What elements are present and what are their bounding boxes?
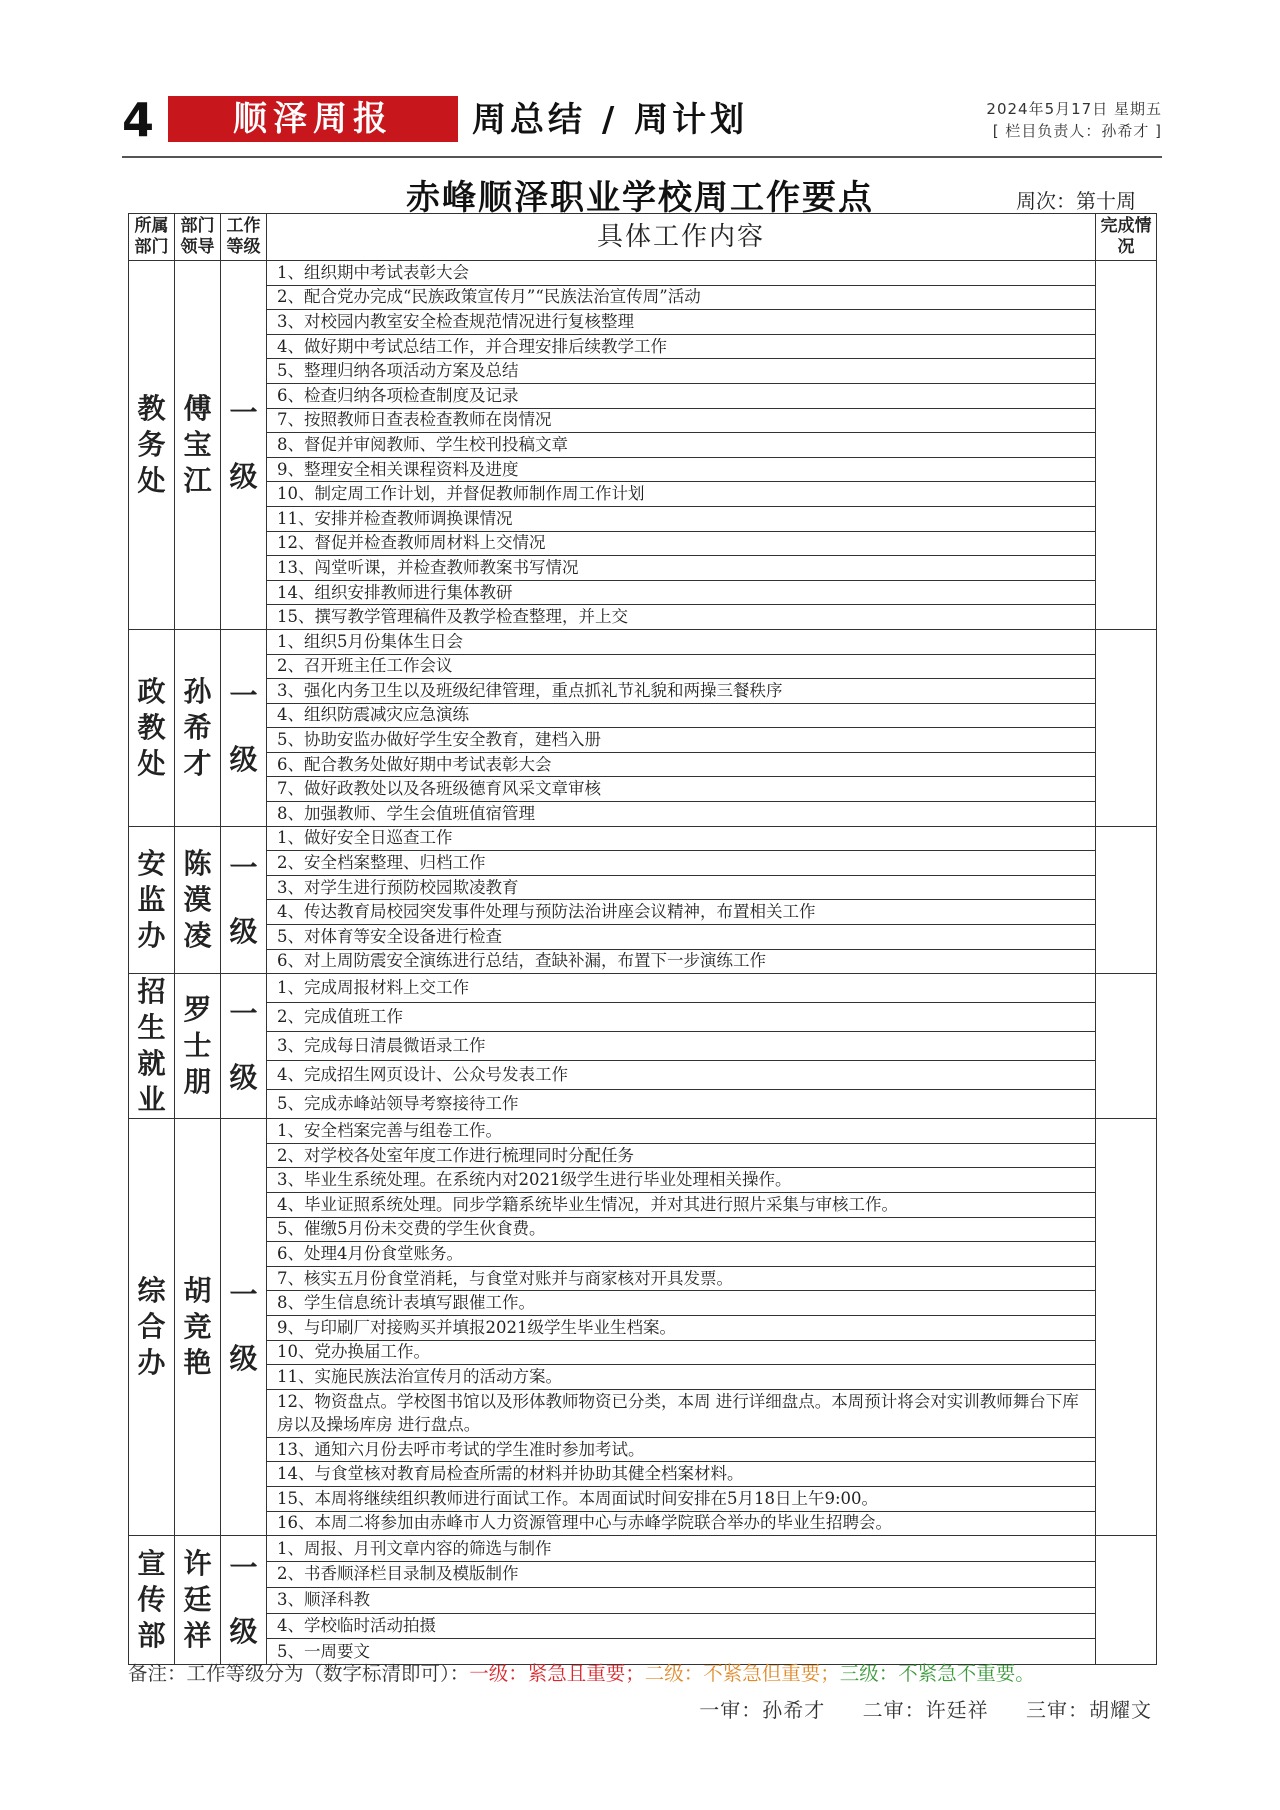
work-item: 3、毕业生系统处理。在系统内对2021级学生进行毕业处理相关操作。 bbox=[267, 1168, 1096, 1193]
table-body bbox=[129, 261, 1157, 1665]
work-item: 10、党办换届工作。 bbox=[267, 1340, 1096, 1365]
completion-status-cell[interactable] bbox=[1096, 629, 1157, 826]
table-row bbox=[129, 752, 1157, 777]
page-number: 4 bbox=[122, 93, 155, 147]
review-signatures bbox=[673, 1694, 1152, 1723]
week-number: 周次：第十周 bbox=[1016, 189, 1136, 213]
work-level: 一 级 bbox=[221, 826, 267, 974]
work-item: 9、整理安全相关课程资料及进度 bbox=[267, 457, 1096, 482]
table-row bbox=[129, 1340, 1157, 1365]
table-row bbox=[129, 1536, 1157, 1562]
work-item: 6、检查归纳各项检查制度及记录 bbox=[267, 383, 1096, 408]
table-row bbox=[129, 654, 1157, 679]
table-row bbox=[129, 482, 1157, 507]
work-item: 1、周报、月刊文章内容的筛选与制作 bbox=[267, 1536, 1096, 1562]
table-row bbox=[129, 506, 1157, 531]
completion-status-cell[interactable] bbox=[1096, 1536, 1157, 1665]
masthead bbox=[122, 92, 1162, 148]
table-row bbox=[129, 949, 1157, 974]
table-row bbox=[129, 851, 1157, 876]
work-item: 3、对学生进行预防校园欺凌教育 bbox=[267, 875, 1096, 900]
level-note bbox=[128, 1658, 1035, 1686]
header-level: 工作等级 bbox=[221, 214, 267, 261]
table-row bbox=[129, 1242, 1157, 1267]
table-row bbox=[129, 1561, 1157, 1587]
work-item: 1、安全档案完善与组卷工作。 bbox=[267, 1119, 1096, 1144]
table-row bbox=[129, 1511, 1157, 1536]
work-item: 11、实施民族法治宣传月的活动方案。 bbox=[267, 1365, 1096, 1390]
level-1-legend: 一级：紧急且重要； bbox=[469, 1662, 645, 1685]
table-row bbox=[129, 1032, 1157, 1061]
work-item: 12、物资盘点。学校图书馆以及形体教师物资已分类，本周 进行详细盘点。本周预计将会对实训教师舞台下库房以及操场库房 进行盘点。 bbox=[267, 1389, 1096, 1437]
table-row bbox=[129, 580, 1157, 605]
work-level: 一 级 bbox=[221, 629, 267, 826]
work-item: 2、安全档案整理、归档工作 bbox=[267, 851, 1096, 876]
work-item: 2、对学校各处室年度工作进行梳理同时分配任务 bbox=[267, 1143, 1096, 1168]
table-row bbox=[129, 1266, 1157, 1291]
table-row bbox=[129, 1168, 1157, 1193]
level-2-legend: 二级：不紧急但重要； bbox=[644, 1662, 840, 1685]
level-3-legend: 三级：不紧急不重要。 bbox=[839, 1662, 1035, 1685]
completion-status-cell[interactable] bbox=[1096, 974, 1157, 1119]
work-item: 6、处理4月份食堂账务。 bbox=[267, 1242, 1096, 1267]
department-leader: 许 廷 祥 bbox=[175, 1536, 221, 1665]
table-row bbox=[129, 728, 1157, 753]
table-row bbox=[129, 383, 1157, 408]
table-row bbox=[129, 1119, 1157, 1144]
work-item: 4、组织防震减灾应急演练 bbox=[267, 703, 1096, 728]
table-row bbox=[129, 703, 1157, 728]
work-item: 6、对上周防震安全演练进行总结，查缺补漏，布置下一步演练工作 bbox=[267, 949, 1096, 974]
header-dept: 所属部门 bbox=[129, 214, 175, 261]
department-name: 教 务 处 bbox=[129, 261, 175, 630]
column-editor: [ 栏目负责人：孙希才 ] bbox=[992, 122, 1162, 140]
work-item: 5、一周要文 bbox=[267, 1639, 1096, 1665]
work-item: 9、与印刷厂对接购买并填报2021级学生毕业生档案。 bbox=[267, 1315, 1096, 1340]
work-item: 1、做好安全日巡查工作 bbox=[267, 826, 1096, 851]
table-row bbox=[129, 900, 1157, 925]
table-row bbox=[129, 1315, 1157, 1340]
table-row bbox=[129, 777, 1157, 802]
work-item: 2、配合党办完成“民族政策宣传月”“民族法治宣传周”活动 bbox=[267, 285, 1096, 310]
work-level: 一 级 bbox=[221, 261, 267, 630]
work-level: 一 级 bbox=[221, 1536, 267, 1665]
work-item: 12、督促并检查教师周材料上交情况 bbox=[267, 531, 1096, 556]
table-row bbox=[129, 1061, 1157, 1090]
work-item: 13、通知六月份去呼市考试的学生准时参加考试。 bbox=[267, 1437, 1096, 1462]
table-row bbox=[129, 556, 1157, 581]
work-item: 15、本周将继续组织教师进行面试工作。本周面试时间安排在5月18日上午9:00。 bbox=[267, 1486, 1096, 1511]
department-leader: 傅 宝 江 bbox=[175, 261, 221, 630]
table-row bbox=[129, 1365, 1157, 1390]
work-item: 4、学校临时活动拍摄 bbox=[267, 1613, 1096, 1639]
table-row bbox=[129, 605, 1157, 630]
table-row bbox=[129, 1003, 1157, 1032]
work-item: 5、协助安监办做好学生安全教育，建档入册 bbox=[267, 728, 1096, 753]
work-item: 8、加强教师、学生会值班值宿管理 bbox=[267, 802, 1096, 827]
department-leader: 孙 希 才 bbox=[175, 629, 221, 826]
table-row bbox=[129, 974, 1157, 1003]
table-row bbox=[129, 1291, 1157, 1316]
work-item: 5、催缴5月份未交费的学生伙食费。 bbox=[267, 1217, 1096, 1242]
table-row bbox=[129, 261, 1157, 286]
work-item: 2、召开班主任工作会议 bbox=[267, 654, 1096, 679]
work-item: 7、核实五月份食堂消耗，与食堂对账并与商家核对开具发票。 bbox=[267, 1266, 1096, 1291]
work-item: 3、完成每日清晨微语录工作 bbox=[267, 1032, 1096, 1061]
table-row bbox=[129, 310, 1157, 335]
table-row bbox=[129, 1389, 1157, 1437]
department-name: 宣 传 部 bbox=[129, 1536, 175, 1665]
work-item: 3、顺泽科教 bbox=[267, 1587, 1096, 1613]
work-item: 13、闯堂听课，并检查教师教案书写情况 bbox=[267, 556, 1096, 581]
department-leader: 陈 漠 凌 bbox=[175, 826, 221, 974]
second-review: 二审：许廷祥 bbox=[862, 1698, 989, 1722]
department-name: 政 教 处 bbox=[129, 629, 175, 826]
section-title: 周总结 / 周计划 bbox=[472, 100, 749, 140]
table-row bbox=[129, 629, 1157, 654]
work-level: 一 级 bbox=[221, 974, 267, 1119]
department-name: 综 合 办 bbox=[129, 1119, 175, 1536]
work-item: 15、撰写教学管理稿件及教学检查整理，并上交 bbox=[267, 605, 1096, 630]
header-divider bbox=[122, 156, 1162, 158]
masthead-meta bbox=[986, 98, 1162, 142]
work-item: 3、强化内务卫生以及班级纪律管理，重点抓礼节礼貌和两操三餐秩序 bbox=[267, 679, 1096, 704]
department-leader: 胡 竞 艳 bbox=[175, 1119, 221, 1536]
third-review: 三审：胡耀文 bbox=[1026, 1698, 1152, 1722]
table-row bbox=[129, 1486, 1157, 1511]
work-item: 3、对校园内教室安全检查规范情况进行复核整理 bbox=[267, 310, 1096, 335]
work-item: 8、督促并审阅教师、学生校刊投稿文章 bbox=[267, 433, 1096, 458]
work-item: 1、组织期中考试表彰大会 bbox=[267, 261, 1096, 286]
first-review: 一审：孙希才 bbox=[699, 1698, 826, 1722]
work-item: 14、与食堂核对教育局检查所需的材料并协助其健全档案材料。 bbox=[267, 1462, 1096, 1487]
table-row bbox=[129, 1217, 1157, 1242]
work-item: 11、安排并检查教师调换课情况 bbox=[267, 506, 1096, 531]
work-level: 一 级 bbox=[221, 1119, 267, 1536]
table-row bbox=[129, 334, 1157, 359]
work-item: 8、学生信息统计表填写跟催工作。 bbox=[267, 1291, 1096, 1316]
table-row bbox=[129, 925, 1157, 950]
work-item: 4、毕业证照系统处理。同步学籍系统毕业生情况，并对其进行照片采集与审核工作。 bbox=[267, 1193, 1096, 1218]
table-row bbox=[129, 679, 1157, 704]
work-item: 2、书香顺泽栏目录制及模版制作 bbox=[267, 1561, 1096, 1587]
work-item: 5、对体育等安全设备进行检查 bbox=[267, 925, 1096, 950]
header-content: 具体工作内容 bbox=[267, 214, 1096, 261]
table-row bbox=[129, 802, 1157, 827]
table-row bbox=[129, 1143, 1157, 1168]
work-item: 4、做好期中考试总结工作，并合理安排后续教学工作 bbox=[267, 334, 1096, 359]
work-item: 5、完成赤峰站领导考察接待工作 bbox=[267, 1090, 1096, 1119]
completion-status-cell[interactable] bbox=[1096, 1119, 1157, 1536]
work-item: 1、完成周报材料上交工作 bbox=[267, 974, 1096, 1003]
table-row bbox=[129, 1437, 1157, 1462]
issue-date: 2024年5月17日 星期五 bbox=[986, 100, 1162, 118]
department-name: 招 生 就 业 bbox=[129, 974, 175, 1119]
work-item: 4、传达教育局校园突发事件处理与预防法治讲座会议精神，布置相关工作 bbox=[267, 900, 1096, 925]
department-name: 安 监 办 bbox=[129, 826, 175, 974]
note-prefix: 备注：工作等级分为（数字标清即可）： bbox=[128, 1662, 470, 1685]
completion-status-cell[interactable] bbox=[1096, 826, 1157, 974]
table-row bbox=[129, 1193, 1157, 1218]
table-row bbox=[129, 1613, 1157, 1639]
work-item: 10、制定周工作计划，并督促教师制作周工作计划 bbox=[267, 482, 1096, 507]
table-row bbox=[129, 408, 1157, 433]
table-row bbox=[129, 826, 1157, 851]
work-item: 4、完成招生网页设计、公众号发表工作 bbox=[267, 1061, 1096, 1090]
table-header-row bbox=[129, 214, 1157, 261]
work-plan-table bbox=[128, 213, 1157, 1665]
work-item: 16、本周二将参加由赤峰市人力资源管理中心与赤峰学院联合举办的毕业生招聘会。 bbox=[267, 1511, 1096, 1536]
document-title: 赤峰顺泽职业学校周工作要点 bbox=[406, 178, 874, 218]
work-item: 14、组织安排教师进行集体教研 bbox=[267, 580, 1096, 605]
table-row bbox=[129, 433, 1157, 458]
work-item: 6、配合教务处做好期中考试表彰大会 bbox=[267, 752, 1096, 777]
table-row bbox=[129, 285, 1157, 310]
completion-status-cell[interactable] bbox=[1096, 261, 1157, 630]
table-row bbox=[129, 457, 1157, 482]
header-status: 完成情况 bbox=[1096, 214, 1157, 261]
work-item: 5、整理归纳各项活动方案及总结 bbox=[267, 359, 1096, 384]
header-leader: 部门领导 bbox=[175, 214, 221, 261]
work-item: 7、做好政教处以及各班级德育风采文章审核 bbox=[267, 777, 1096, 802]
table-row bbox=[129, 359, 1157, 384]
table-row bbox=[129, 1462, 1157, 1487]
table-row bbox=[129, 1090, 1157, 1119]
table-row bbox=[129, 875, 1157, 900]
newspaper-logo: 顺泽周报 bbox=[168, 96, 458, 142]
work-item: 7、按照教师日查表检查教师在岗情况 bbox=[267, 408, 1096, 433]
department-leader: 罗 士 朋 bbox=[175, 974, 221, 1119]
table-row bbox=[129, 1587, 1157, 1613]
work-item: 2、完成值班工作 bbox=[267, 1003, 1096, 1032]
table-row bbox=[129, 531, 1157, 556]
work-item: 1、组织5月份集体生日会 bbox=[267, 629, 1096, 654]
